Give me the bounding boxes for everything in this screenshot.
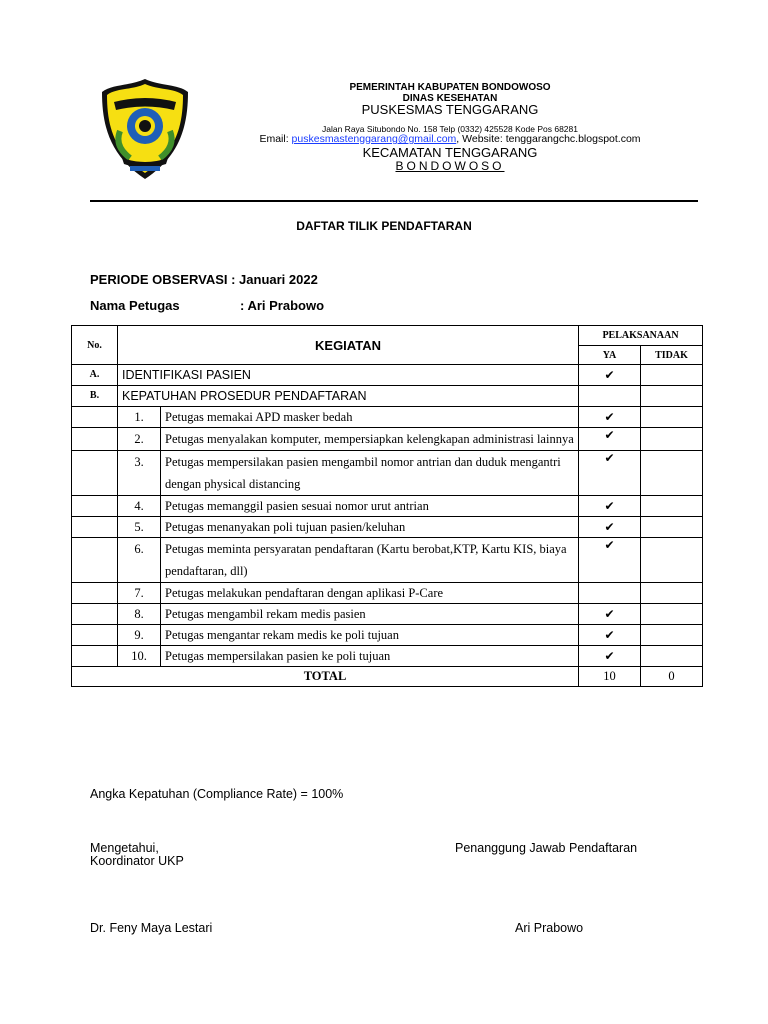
sign-left-name: Dr. Feny Maya Lestari [90,921,213,935]
email-label: Email: [259,133,292,145]
header-pelaksanaan: PELAKSANAAN [579,326,703,346]
item-text: Petugas mempersilakan pasien ke poli tujuan [161,646,579,667]
check-ya [579,583,641,604]
check-tidak [641,538,703,583]
header-kegiatan: KEGIATAN [118,326,579,365]
compliance-rate: Angka Kepatuhan (Compliance Rate) = 100% [90,787,344,801]
item-no: 1. [118,407,161,428]
check-ya: ✔ [579,365,641,386]
item-no: 5. [118,517,161,538]
header-kecamatan: KECAMATAN TENGGARANG [362,145,538,160]
periode-observasi: PERIODE OBSERVASI : Januari 2022 [90,272,318,287]
section-row [72,386,703,407]
item-text: Petugas memanggil pasien sesuai nomor urut antrian [161,496,579,517]
check-ya [579,386,641,407]
check-ya: ✔ [579,625,641,646]
item-text: Petugas mempersilakan pasien mengambil nomor antrian dan duduk mengantri dengan physical distancing [161,451,579,496]
section-no: B. [72,386,118,407]
website-text: , Website: tenggarangchc.blogspot.com [456,133,641,145]
check-tidak [641,365,703,386]
total-label: TOTAL [72,667,579,687]
header-no: No. [72,326,118,365]
item-text: Petugas menanyakan poli tujuan pasien/keluhan [161,517,579,538]
check-tidak [641,451,703,496]
check-ya: ✔ [579,496,641,517]
check-ya: ✔ [579,407,641,428]
item-text: Petugas meminta persyaratan pendaftaran (Kartu berobat,KTP, Kartu KIS, biaya pendaftaran, dll) [161,538,579,583]
total-row [72,667,703,687]
item-text: Petugas melakukan pendaftaran dengan aplikasi P-Care [161,583,579,604]
table-row [72,604,703,625]
table-row [72,646,703,667]
table-row [72,625,703,646]
item-no: 6. [118,538,161,583]
item-no: 9. [118,625,161,646]
check-tidak [641,496,703,517]
header-divider [90,200,698,202]
header-government: PEMERINTAH KABUPATEN BONDOWOSO [349,82,551,93]
section-label: IDENTIFIKASI PASIEN [118,365,579,386]
check-tidak [641,583,703,604]
check-ya: ✔ [579,646,641,667]
table-row [72,407,703,428]
item-no: 8. [118,604,161,625]
check-ya: ✔ [579,517,641,538]
header-address: Jalan Raya Situbondo No. 158 Telp (0332) 425528 Kode Pos 68281 [322,124,578,134]
nama-petugas-value: : Ari Prabowo [240,298,325,313]
check-tidak [641,386,703,407]
sign-right-line1: Penanggung Jawab Pendaftaran [455,841,638,855]
sign-right-name: Ari Prabowo [515,921,584,935]
header-ya: YA [579,346,641,365]
table-row [72,451,703,496]
table-row [72,583,703,604]
table-row [72,538,703,583]
sign-left-line1: Mengetahui, [90,841,159,855]
check-tidak [641,604,703,625]
check-tidak [641,625,703,646]
section-no: A. [72,365,118,386]
item-no: 10. [118,646,161,667]
check-ya: ✔ [579,451,641,496]
item-no: 3. [118,451,161,496]
email-link[interactable]: puskesmastenggarang@gmail.com [291,133,457,145]
check-ya: ✔ [579,538,641,583]
nama-petugas-label: Nama Petugas [90,298,180,313]
check-tidak [641,646,703,667]
header-puskesmas: PUSKESMAS TENGGARANG [361,102,539,117]
item-text: Petugas menyalakan komputer, mempersiapkan kelengkapan administrasi lainnya [161,428,579,451]
check-tidak [641,517,703,538]
item-no: 4. [118,496,161,517]
check-ya: ✔ [579,428,641,451]
sign-left-line2: Koordinator UKP [90,854,184,868]
table-row [72,496,703,517]
section-row [72,365,703,386]
check-ya: ✔ [579,604,641,625]
header-department: DINAS KESEHATAN [402,93,498,104]
check-tidak [641,407,703,428]
checklist-table [71,325,703,687]
table-row [72,428,703,451]
header-contact [230,133,670,145]
document-title: DAFTAR TILIK PENDAFTARAN [296,219,472,233]
table-row [72,517,703,538]
regency-crest-logo [100,76,190,182]
section-label: KEPATUHAN PROSEDUR PENDAFTARAN [118,386,579,407]
header-tidak: TIDAK [641,346,703,365]
total-tidak: 0 [641,667,703,687]
header-kota: BONDOWOSO [395,159,505,173]
item-text: Petugas mengantar rekam medis ke poli tujuan [161,625,579,646]
item-no: 7. [118,583,161,604]
item-no: 2. [118,428,161,451]
item-text: Petugas memakai APD masker bedah [161,407,579,428]
item-text: Petugas mengambil rekam medis pasien [161,604,579,625]
check-tidak [641,428,703,451]
total-ya: 10 [579,667,641,687]
